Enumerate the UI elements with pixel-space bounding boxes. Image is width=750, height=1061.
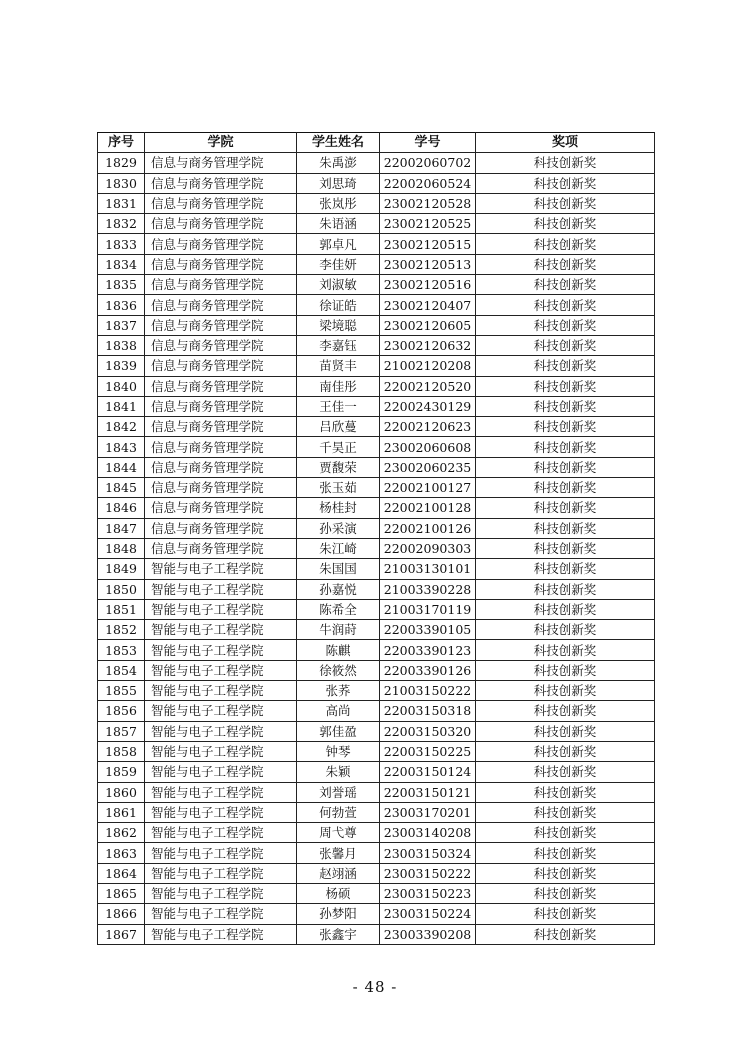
cell-index: 1849 <box>98 559 145 579</box>
cell-index: 1831 <box>98 193 145 213</box>
table-row <box>98 620 655 640</box>
cell-award: 科技创新奖 <box>476 153 655 173</box>
cell-college: 智能与电子工程学院 <box>145 883 297 903</box>
cell-college: 智能与电子工程学院 <box>145 762 297 782</box>
table-row <box>98 193 655 213</box>
cell-index: 1851 <box>98 599 145 619</box>
cell-student-name: 王佳一 <box>297 396 380 416</box>
cell-index: 1855 <box>98 681 145 701</box>
cell-student-id: 21003130101 <box>380 559 476 579</box>
cell-student-name: 陈麒 <box>297 640 380 660</box>
cell-award: 科技创新奖 <box>476 518 655 538</box>
cell-student-name: 郭卓凡 <box>297 234 380 254</box>
cell-student-name: 张岚彤 <box>297 193 380 213</box>
cell-index: 1857 <box>98 721 145 741</box>
cell-award: 科技创新奖 <box>476 599 655 619</box>
table-row <box>98 417 655 437</box>
cell-student-id: 22002100128 <box>380 498 476 518</box>
cell-index: 1853 <box>98 640 145 660</box>
cell-index: 1833 <box>98 234 145 254</box>
header-award: 奖项 <box>476 133 655 153</box>
table-row <box>98 843 655 863</box>
cell-award: 科技创新奖 <box>476 376 655 396</box>
cell-award: 科技创新奖 <box>476 579 655 599</box>
table-row <box>98 173 655 193</box>
table-row <box>98 640 655 660</box>
cell-index: 1832 <box>98 214 145 234</box>
cell-award: 科技创新奖 <box>476 457 655 477</box>
cell-award: 科技创新奖 <box>476 802 655 822</box>
cell-award: 科技创新奖 <box>476 214 655 234</box>
cell-college: 信息与商务管理学院 <box>145 254 297 274</box>
cell-index: 1863 <box>98 843 145 863</box>
cell-award: 科技创新奖 <box>476 335 655 355</box>
cell-college: 信息与商务管理学院 <box>145 457 297 477</box>
cell-student-id: 22003390123 <box>380 640 476 660</box>
cell-student-name: 陈希全 <box>297 599 380 619</box>
cell-index: 1867 <box>98 924 145 944</box>
cell-award: 科技创新奖 <box>476 660 655 680</box>
cell-index: 1854 <box>98 660 145 680</box>
table-row <box>98 518 655 538</box>
cell-college: 智能与电子工程学院 <box>145 924 297 944</box>
cell-index: 1837 <box>98 315 145 335</box>
cell-student-name: 朱国国 <box>297 559 380 579</box>
cell-award: 科技创新奖 <box>476 681 655 701</box>
cell-student-name: 千昊正 <box>297 437 380 457</box>
cell-student-id: 22002060524 <box>380 173 476 193</box>
cell-index: 1841 <box>98 396 145 416</box>
cell-student-id: 23003150324 <box>380 843 476 863</box>
cell-student-id: 23002120407 <box>380 295 476 315</box>
cell-student-id: 21003170119 <box>380 599 476 619</box>
cell-student-id: 23002120632 <box>380 335 476 355</box>
table-row <box>98 478 655 498</box>
cell-student-name: 何勃萱 <box>297 802 380 822</box>
header-college: 学院 <box>145 133 297 153</box>
cell-student-id: 22002090303 <box>380 538 476 558</box>
header-index: 序号 <box>98 133 145 153</box>
cell-student-id: 23003150224 <box>380 904 476 924</box>
table-row <box>98 681 655 701</box>
cell-award: 科技创新奖 <box>476 843 655 863</box>
cell-index: 1838 <box>98 335 145 355</box>
cell-college: 智能与电子工程学院 <box>145 701 297 721</box>
cell-college: 信息与商务管理学院 <box>145 193 297 213</box>
cell-college: 智能与电子工程学院 <box>145 620 297 640</box>
cell-college: 信息与商务管理学院 <box>145 437 297 457</box>
cell-student-id: 22003150318 <box>380 701 476 721</box>
cell-index: 1839 <box>98 356 145 376</box>
table-row <box>98 660 655 680</box>
cell-student-name: 张鑫宇 <box>297 924 380 944</box>
cell-college: 智能与电子工程学院 <box>145 802 297 822</box>
cell-index: 1862 <box>98 823 145 843</box>
cell-college: 信息与商务管理学院 <box>145 214 297 234</box>
cell-index: 1859 <box>98 762 145 782</box>
table-row <box>98 457 655 477</box>
cell-student-id: 22003390126 <box>380 660 476 680</box>
cell-award: 科技创新奖 <box>476 498 655 518</box>
cell-student-id: 23002060235 <box>380 457 476 477</box>
cell-index: 1834 <box>98 254 145 274</box>
cell-student-id: 22002120520 <box>380 376 476 396</box>
cell-award: 科技创新奖 <box>476 193 655 213</box>
cell-index: 1850 <box>98 579 145 599</box>
table-row <box>98 437 655 457</box>
cell-college: 信息与商务管理学院 <box>145 376 297 396</box>
cell-college: 智能与电子工程学院 <box>145 721 297 741</box>
cell-college: 信息与商务管理学院 <box>145 518 297 538</box>
cell-college: 信息与商务管理学院 <box>145 173 297 193</box>
cell-college: 信息与商务管理学院 <box>145 417 297 437</box>
cell-student-name: 李嘉钰 <box>297 335 380 355</box>
cell-college: 智能与电子工程学院 <box>145 681 297 701</box>
cell-student-name: 赵翊涵 <box>297 863 380 883</box>
cell-award: 科技创新奖 <box>476 559 655 579</box>
table-row <box>98 396 655 416</box>
cell-student-name: 孙梦阳 <box>297 904 380 924</box>
cell-award: 科技创新奖 <box>476 620 655 640</box>
cell-award: 科技创新奖 <box>476 173 655 193</box>
table-row <box>98 924 655 944</box>
cell-student-id: 22003150320 <box>380 721 476 741</box>
cell-index: 1829 <box>98 153 145 173</box>
cell-student-id: 22002100126 <box>380 518 476 538</box>
cell-student-id: 23002120525 <box>380 214 476 234</box>
cell-college: 智能与电子工程学院 <box>145 904 297 924</box>
table-row <box>98 823 655 843</box>
cell-award: 科技创新奖 <box>476 315 655 335</box>
cell-index: 1866 <box>98 904 145 924</box>
cell-student-id: 23002120528 <box>380 193 476 213</box>
award-table <box>97 132 655 945</box>
cell-student-id: 22002120623 <box>380 417 476 437</box>
cell-student-name: 刘淑敏 <box>297 275 380 295</box>
table-row <box>98 721 655 741</box>
cell-student-name: 徐证皓 <box>297 295 380 315</box>
cell-index: 1846 <box>98 498 145 518</box>
cell-index: 1864 <box>98 863 145 883</box>
cell-index: 1860 <box>98 782 145 802</box>
cell-award: 科技创新奖 <box>476 883 655 903</box>
header-student-id: 学号 <box>380 133 476 153</box>
cell-college: 智能与电子工程学院 <box>145 782 297 802</box>
cell-index: 1847 <box>98 518 145 538</box>
cell-award: 科技创新奖 <box>476 396 655 416</box>
cell-college: 智能与电子工程学院 <box>145 843 297 863</box>
cell-award: 科技创新奖 <box>476 924 655 944</box>
table-row <box>98 863 655 883</box>
cell-index: 1848 <box>98 538 145 558</box>
cell-index: 1865 <box>98 883 145 903</box>
cell-award: 科技创新奖 <box>476 437 655 457</box>
cell-student-name: 李佳妍 <box>297 254 380 274</box>
cell-student-id: 21003150222 <box>380 681 476 701</box>
cell-student-name: 贾馥荣 <box>297 457 380 477</box>
cell-college: 智能与电子工程学院 <box>145 599 297 619</box>
table-row <box>98 559 655 579</box>
table-row <box>98 579 655 599</box>
table-row <box>98 153 655 173</box>
table-row <box>98 741 655 761</box>
cell-college: 智能与电子工程学院 <box>145 640 297 660</box>
cell-student-name: 苗贤丰 <box>297 356 380 376</box>
cell-index: 1844 <box>98 457 145 477</box>
table-row <box>98 254 655 274</box>
table-row <box>98 782 655 802</box>
table-row <box>98 234 655 254</box>
cell-student-name: 周弋尊 <box>297 823 380 843</box>
cell-student-name: 吕欣蔓 <box>297 417 380 437</box>
cell-award: 科技创新奖 <box>476 234 655 254</box>
cell-student-id: 22003150121 <box>380 782 476 802</box>
cell-student-id: 23003170201 <box>380 802 476 822</box>
cell-award: 科技创新奖 <box>476 721 655 741</box>
cell-student-name: 杨桂封 <box>297 498 380 518</box>
header-student-name: 学生姓名 <box>297 133 380 153</box>
cell-student-id: 23002120513 <box>380 254 476 274</box>
cell-student-name: 张馨月 <box>297 843 380 863</box>
cell-college: 智能与电子工程学院 <box>145 863 297 883</box>
cell-student-name: 牛润莳 <box>297 620 380 640</box>
cell-student-name: 杨硕 <box>297 883 380 903</box>
table-row <box>98 335 655 355</box>
cell-college: 智能与电子工程学院 <box>145 660 297 680</box>
table-row <box>98 275 655 295</box>
table-row <box>98 295 655 315</box>
cell-student-name: 梁境聪 <box>297 315 380 335</box>
table-row <box>98 802 655 822</box>
cell-student-name: 高尚 <box>297 701 380 721</box>
table-body <box>98 153 655 945</box>
cell-award: 科技创新奖 <box>476 254 655 274</box>
cell-index: 1830 <box>98 173 145 193</box>
table-row <box>98 883 655 903</box>
cell-index: 1843 <box>98 437 145 457</box>
cell-award: 科技创新奖 <box>476 478 655 498</box>
cell-award: 科技创新奖 <box>476 741 655 761</box>
cell-student-name: 孙嘉悦 <box>297 579 380 599</box>
cell-college: 信息与商务管理学院 <box>145 153 297 173</box>
table-row <box>98 904 655 924</box>
cell-award: 科技创新奖 <box>476 538 655 558</box>
cell-index: 1842 <box>98 417 145 437</box>
cell-student-id: 21003390228 <box>380 579 476 599</box>
cell-award: 科技创新奖 <box>476 823 655 843</box>
cell-award: 科技创新奖 <box>476 863 655 883</box>
cell-award: 科技创新奖 <box>476 640 655 660</box>
cell-student-name: 张玉茹 <box>297 478 380 498</box>
cell-index: 1836 <box>98 295 145 315</box>
cell-student-id: 23003150223 <box>380 883 476 903</box>
cell-college: 智能与电子工程学院 <box>145 823 297 843</box>
cell-award: 科技创新奖 <box>476 904 655 924</box>
cell-college: 信息与商务管理学院 <box>145 478 297 498</box>
cell-award: 科技创新奖 <box>476 417 655 437</box>
table-header-row <box>98 133 655 153</box>
cell-student-name: 张荞 <box>297 681 380 701</box>
cell-student-id: 22002100127 <box>380 478 476 498</box>
cell-student-name: 钟琴 <box>297 741 380 761</box>
cell-student-id: 23003390208 <box>380 924 476 944</box>
table-row <box>98 356 655 376</box>
cell-student-id: 22003150225 <box>380 741 476 761</box>
cell-award: 科技创新奖 <box>476 275 655 295</box>
cell-student-name: 徐筱然 <box>297 660 380 680</box>
cell-student-id: 22002430129 <box>380 396 476 416</box>
cell-student-id: 22003150124 <box>380 762 476 782</box>
cell-student-name: 朱颖 <box>297 762 380 782</box>
cell-award: 科技创新奖 <box>476 295 655 315</box>
cell-student-id: 23002120515 <box>380 234 476 254</box>
cell-student-name: 朱语涵 <box>297 214 380 234</box>
table-row <box>98 498 655 518</box>
cell-index: 1835 <box>98 275 145 295</box>
cell-student-id: 23002120605 <box>380 315 476 335</box>
cell-index: 1861 <box>98 802 145 822</box>
table-row <box>98 315 655 335</box>
cell-college: 智能与电子工程学院 <box>145 559 297 579</box>
cell-college: 信息与商务管理学院 <box>145 275 297 295</box>
cell-index: 1845 <box>98 478 145 498</box>
cell-college: 信息与商务管理学院 <box>145 396 297 416</box>
table-row <box>98 538 655 558</box>
page-number: - 48 - <box>352 978 398 996</box>
table-row <box>98 214 655 234</box>
cell-student-id: 23002120516 <box>380 275 476 295</box>
cell-student-id: 22002060702 <box>380 153 476 173</box>
cell-index: 1840 <box>98 376 145 396</box>
cell-index: 1856 <box>98 701 145 721</box>
cell-award: 科技创新奖 <box>476 782 655 802</box>
cell-student-id: 23002060608 <box>380 437 476 457</box>
cell-student-id: 22003390105 <box>380 620 476 640</box>
cell-student-name: 朱江崎 <box>297 538 380 558</box>
table-row <box>98 599 655 619</box>
cell-student-name: 刘誉瑶 <box>297 782 380 802</box>
cell-student-name: 朱禹澎 <box>297 153 380 173</box>
cell-student-name: 南佳彤 <box>297 376 380 396</box>
cell-college: 智能与电子工程学院 <box>145 741 297 761</box>
cell-college: 信息与商务管理学院 <box>145 356 297 376</box>
cell-award: 科技创新奖 <box>476 762 655 782</box>
cell-student-id: 23003150222 <box>380 863 476 883</box>
cell-award: 科技创新奖 <box>476 356 655 376</box>
cell-college: 信息与商务管理学院 <box>145 234 297 254</box>
cell-student-id: 21002120208 <box>380 356 476 376</box>
cell-index: 1852 <box>98 620 145 640</box>
table-row <box>98 701 655 721</box>
cell-college: 信息与商务管理学院 <box>145 335 297 355</box>
cell-student-name: 孙采演 <box>297 518 380 538</box>
cell-college: 信息与商务管理学院 <box>145 315 297 335</box>
cell-award: 科技创新奖 <box>476 701 655 721</box>
table-row <box>98 376 655 396</box>
cell-student-id: 23003140208 <box>380 823 476 843</box>
cell-college: 智能与电子工程学院 <box>145 579 297 599</box>
cell-college: 信息与商务管理学院 <box>145 538 297 558</box>
cell-student-name: 郭佳盈 <box>297 721 380 741</box>
cell-college: 信息与商务管理学院 <box>145 295 297 315</box>
cell-student-name: 刘思琦 <box>297 173 380 193</box>
cell-index: 1858 <box>98 741 145 761</box>
cell-college: 信息与商务管理学院 <box>145 498 297 518</box>
table-row <box>98 762 655 782</box>
